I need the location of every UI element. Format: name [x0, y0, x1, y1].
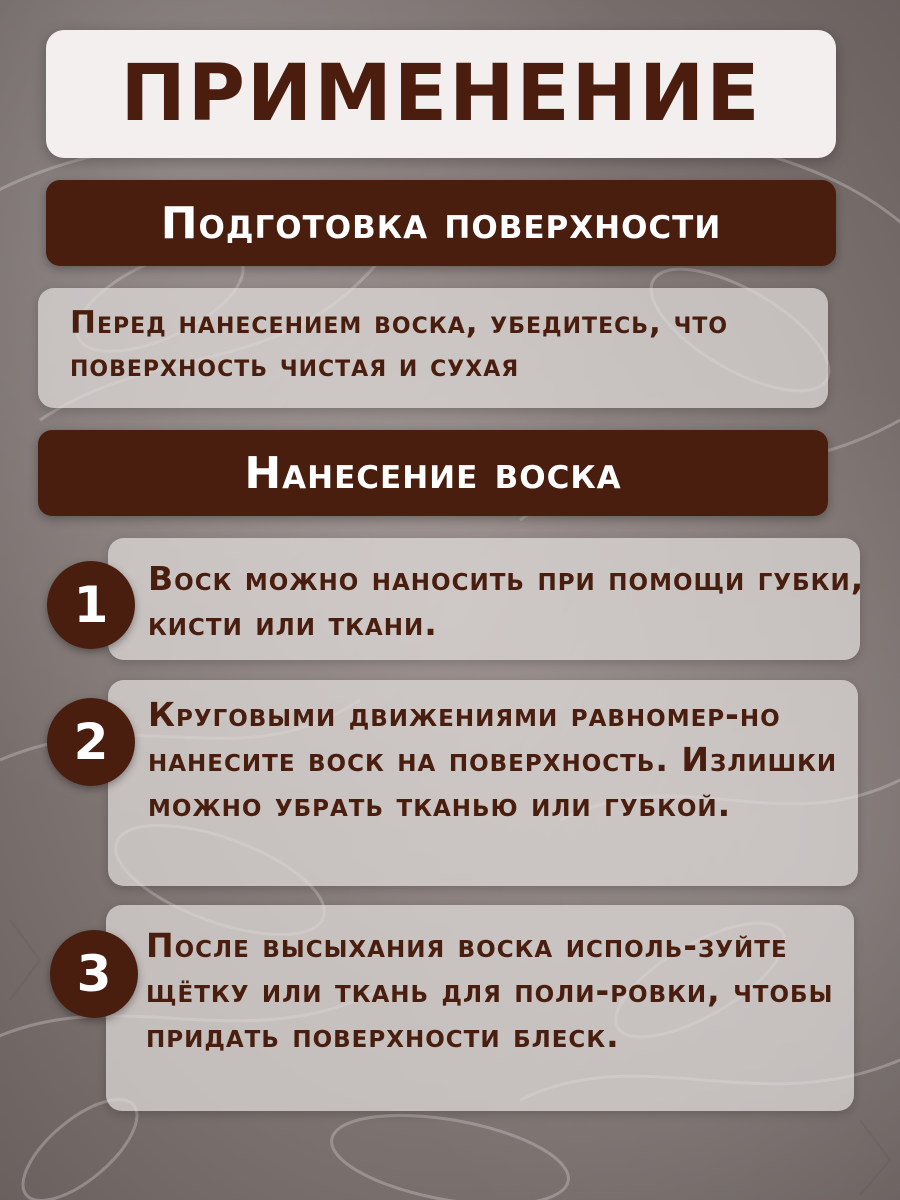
step-number-badge: 3: [50, 930, 138, 1018]
step-card-1: [108, 538, 865, 660]
section-header-wax-application: [38, 430, 828, 516]
step-card-2: [108, 680, 858, 886]
step-number-badge: 2: [47, 698, 135, 786]
step-text: Воск можно наносить при помощи губки, кисти или ткани.: [148, 559, 865, 643]
step-text: Круговыми движениями равномер-но нанесите воск на поверхность. Излишки можно убрать тканью или губкой.: [148, 695, 838, 824]
surface-prep-card: [38, 288, 828, 408]
section-heading: Нанесение воска: [244, 447, 622, 499]
title-box: [46, 30, 836, 158]
step-number-badge: 1: [47, 561, 135, 649]
section-heading: Подготовка поверхности: [160, 197, 722, 249]
step-text: После высыхания воска исполь-зуйте щётку или ткань для поли-ровки, чтобы придать поверхности блеск.: [146, 926, 834, 1055]
page-title: ПРИМЕНЕНИЕ: [120, 49, 762, 139]
surface-prep-text: Перед нанесением воска, убедитесь, что поверхность чистая и сухая: [70, 305, 729, 384]
section-header-surface-prep: [46, 180, 836, 266]
step-card-3: [106, 905, 854, 1111]
